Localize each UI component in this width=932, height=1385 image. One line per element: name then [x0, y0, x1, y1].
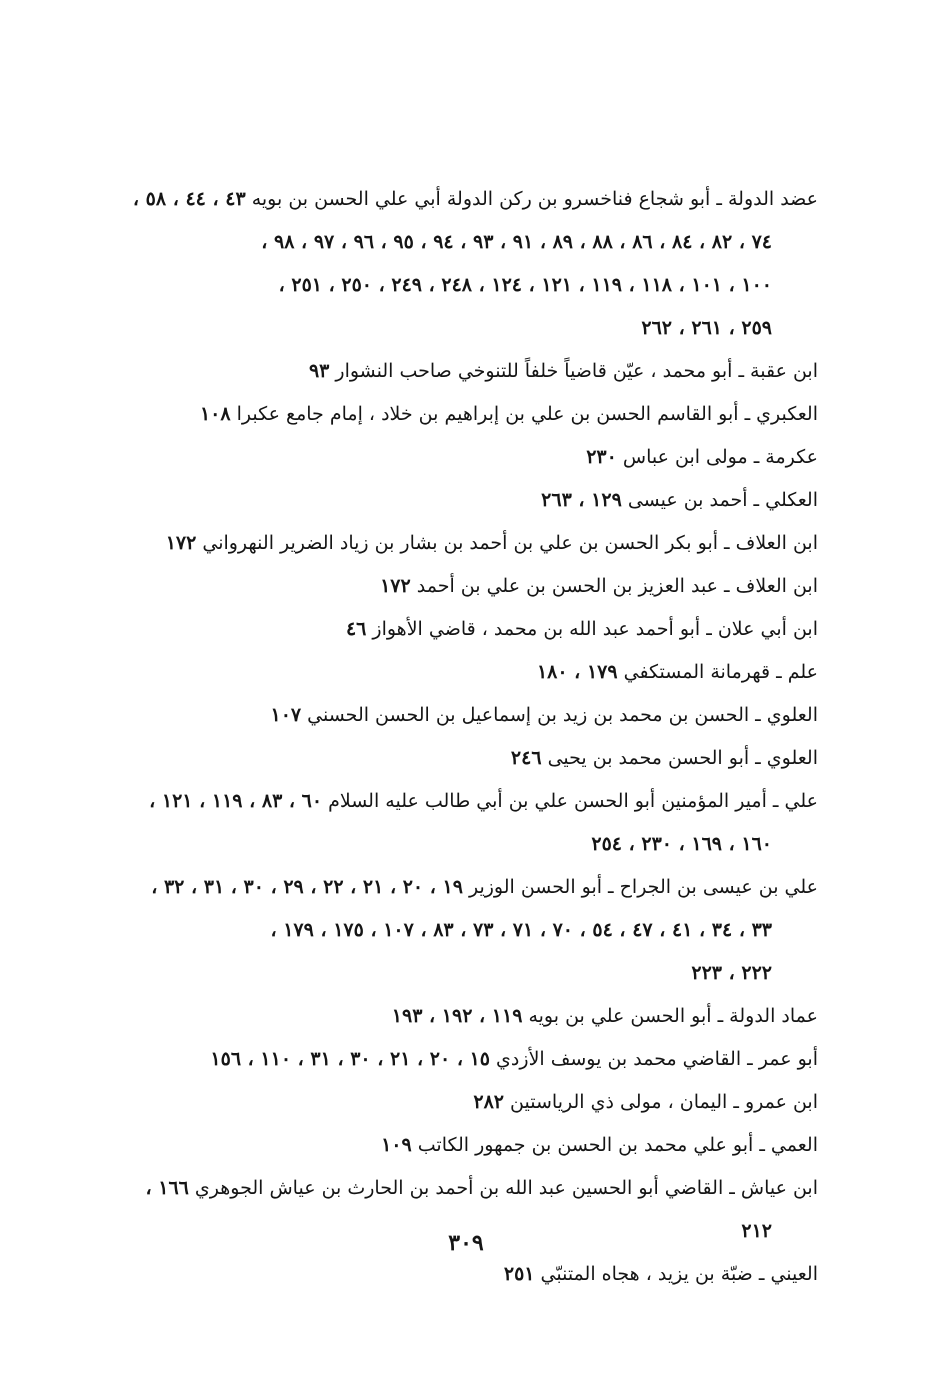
entry-text: ابن عقبة ـ أبو محمد ، عيّن قاضياً خلفاً للتنوخي صاحب النشوار	[329, 360, 818, 382]
entry-continuation-line	[120, 264, 818, 307]
index-entry	[120, 436, 818, 479]
entry-page-refs: ١٠٩	[381, 1134, 412, 1156]
entry-page-refs: ٧٤ ، ٨٢ ، ٨٤ ، ٨٦ ، ٨٨ ، ٨٩ ، ٩١ ، ٩٣ ، ٩٤ ، ٩٥ ، ٩٦ ، ٩٧ ، ٩٨ ،	[261, 231, 772, 253]
entry-page-refs: ٢٤٦	[510, 747, 542, 769]
entry-text: علي بن عيسى بن الجراح ـ أبو الحسن الوزير	[462, 876, 818, 898]
entry-page-refs: ٣٣ ، ٣٤ ، ٤١ ، ٤٧ ، ٥٤ ، ٧٠ ، ٧١ ، ٧٣ ، ٨٣ ، ١٠٧ ، ١٧٥ ، ١٧٩ ،	[270, 919, 772, 941]
page-number: ٣٠٩	[448, 1230, 484, 1256]
entry-text: عماد الدولة ـ أبو الحسن علي بن بويه	[522, 1005, 818, 1027]
index-entry	[120, 694, 818, 737]
index-entry	[120, 866, 818, 995]
entry-line	[120, 479, 818, 522]
entry-page-refs: ٢٢٢ ، ٢٢٣	[691, 962, 772, 984]
entry-page-refs: ٤٦	[345, 618, 367, 640]
entry-continuation-line	[120, 823, 818, 866]
index-entry	[120, 737, 818, 780]
entry-page-refs: ٢٥٩ ، ٢٦١ ، ٢٦٢	[641, 317, 772, 339]
entry-line	[120, 780, 818, 823]
entry-page-refs: ١١٩ ، ١٩٢ ، ١٩٣	[391, 1005, 523, 1027]
entry-page-refs: ٢٣٠	[586, 446, 617, 468]
entry-page-refs: ١٧٢	[380, 575, 411, 597]
entry-page-refs: ٩٣	[308, 360, 330, 382]
index-entry	[120, 565, 818, 608]
entry-page-refs: ١٩ ، ٢٠ ، ٢١ ، ٢٢ ، ٢٩ ، ٣٠ ، ٣١ ، ٣٢ ،	[151, 876, 463, 898]
entry-continuation-line	[120, 221, 818, 264]
entry-line	[120, 436, 818, 479]
index-entry	[120, 1253, 818, 1296]
entry-page-refs: ١٥ ، ٢٠ ، ٢١ ، ٣٠ ، ٣١ ، ١١٠ ، ١٥٦	[210, 1048, 491, 1070]
index-entry	[120, 608, 818, 651]
entry-page-refs: ١٧٢	[165, 532, 197, 554]
entry-text: علي ـ أمير المؤمنين أبو الحسن علي بن أبي طالب عليه السلام	[322, 790, 818, 812]
entry-line	[120, 565, 818, 608]
entry-text: العلوي ـ الحسن بن محمد بن زيد بن إسماعيل بن الحسن الحسني	[301, 704, 818, 726]
index-entry	[120, 393, 818, 436]
index-entry	[120, 178, 818, 350]
entry-text: العيني ـ ضبّة بن يزيد ، هجاه المتنبّي	[534, 1263, 818, 1285]
index-entry	[120, 522, 818, 565]
entry-line	[120, 694, 818, 737]
entry-line	[120, 737, 818, 780]
entry-text: عكرمة ـ مولى ابن عباس	[616, 446, 818, 468]
entry-page-refs: ٢٥١	[503, 1263, 535, 1285]
entry-page-refs: ٤٣ ، ٤٤ ، ٥٨ ،	[132, 188, 246, 210]
entry-page-refs: ١٦٦ ،	[145, 1177, 189, 1199]
index-entry	[120, 1124, 818, 1167]
entry-text: ابن عمرو ـ اليمان ، مولى ذي الرياستين	[504, 1091, 818, 1113]
entry-page-refs: ٢٨٢	[473, 1091, 505, 1113]
index-entry	[120, 995, 818, 1038]
entry-text: العمي ـ أبو علي محمد بن الحسن بن جمهور الكاتب	[411, 1134, 818, 1156]
entry-line	[120, 995, 818, 1038]
entry-continuation-line	[120, 952, 818, 995]
entry-page-refs: ٢١٢	[741, 1220, 772, 1242]
entry-line	[120, 1124, 818, 1167]
index-entry	[120, 1038, 818, 1081]
entry-line	[120, 1081, 818, 1124]
entry-text: ابن أبي علان ـ أبو أحمد عبد الله بن محمد ، قاضي الأهواز	[366, 618, 818, 640]
entry-page-refs: ١٢٩ ، ٢٦٣	[541, 489, 622, 511]
entry-text: العكلي ـ أحمد بن عيسى	[621, 489, 818, 511]
entry-text: ابن العلاف ـ عبد العزيز بن الحسن بن علي بن أحمد	[410, 575, 818, 597]
index-list	[120, 178, 818, 1296]
entry-page-refs: ١٧٩ ، ١٨٠	[536, 661, 618, 683]
entry-text: العكبري ـ أبو القاسم الحسن بن علي بن إبراهيم بن خلاد ، إمام جامع عكبرا	[230, 403, 818, 425]
entry-continuation-line	[120, 909, 818, 952]
index-entry	[120, 651, 818, 694]
index-entry	[120, 479, 818, 522]
entry-text: عضد الدولة ـ أبو شجاع فناخسرو بن ركن الدولة أبي علي الحسن بن بويه	[245, 188, 818, 210]
entry-line	[120, 1038, 818, 1081]
index-entry	[120, 780, 818, 866]
entry-line	[120, 393, 818, 436]
index-entry	[120, 350, 818, 393]
entry-text: أبو عمر ـ القاضي محمد بن يوسف الأزدي	[490, 1048, 818, 1070]
entry-line	[120, 608, 818, 651]
entry-line	[120, 350, 818, 393]
entry-line	[120, 178, 818, 221]
entry-line	[120, 1167, 818, 1210]
entry-page-refs: ١٠٨	[199, 403, 231, 425]
entry-line	[120, 651, 818, 694]
entry-page-refs: ١٠٧	[270, 704, 302, 726]
index-entry	[120, 1081, 818, 1124]
entry-line	[120, 522, 818, 565]
entry-page-refs: ٦٠ ، ٨٣ ، ١١٩ ، ١٢١ ،	[149, 790, 323, 812]
entry-line	[120, 866, 818, 909]
entry-text: ابن عياش ـ القاضي أبو الحسين عبد الله بن أحمد بن الحارث بن عياش الجوهري	[188, 1177, 818, 1199]
entry-text: العلوي ـ أبو الحسن محمد بن يحيى	[541, 747, 818, 769]
entry-text: علم ـ قهرمانة المستكفي	[617, 661, 818, 683]
entry-page-refs: ١٠٠ ، ١٠١ ، ١١٨ ، ١١٩ ، ١٢١ ، ١٢٤ ، ٢٤٨ ، ٢٤٩ ، ٢٥٠ ، ٢٥١ ،	[278, 274, 772, 296]
entry-continuation-line	[120, 307, 818, 350]
entry-line	[120, 1253, 818, 1296]
entry-text: ابن العلاف ـ أبو بكر الحسن بن علي بن أحمد بن بشار بن زياد الضرير النهرواني	[196, 532, 818, 554]
entry-page-refs: ١٦٠ ، ١٦٩ ، ٢٣٠ ، ٢٥٤	[591, 833, 772, 855]
